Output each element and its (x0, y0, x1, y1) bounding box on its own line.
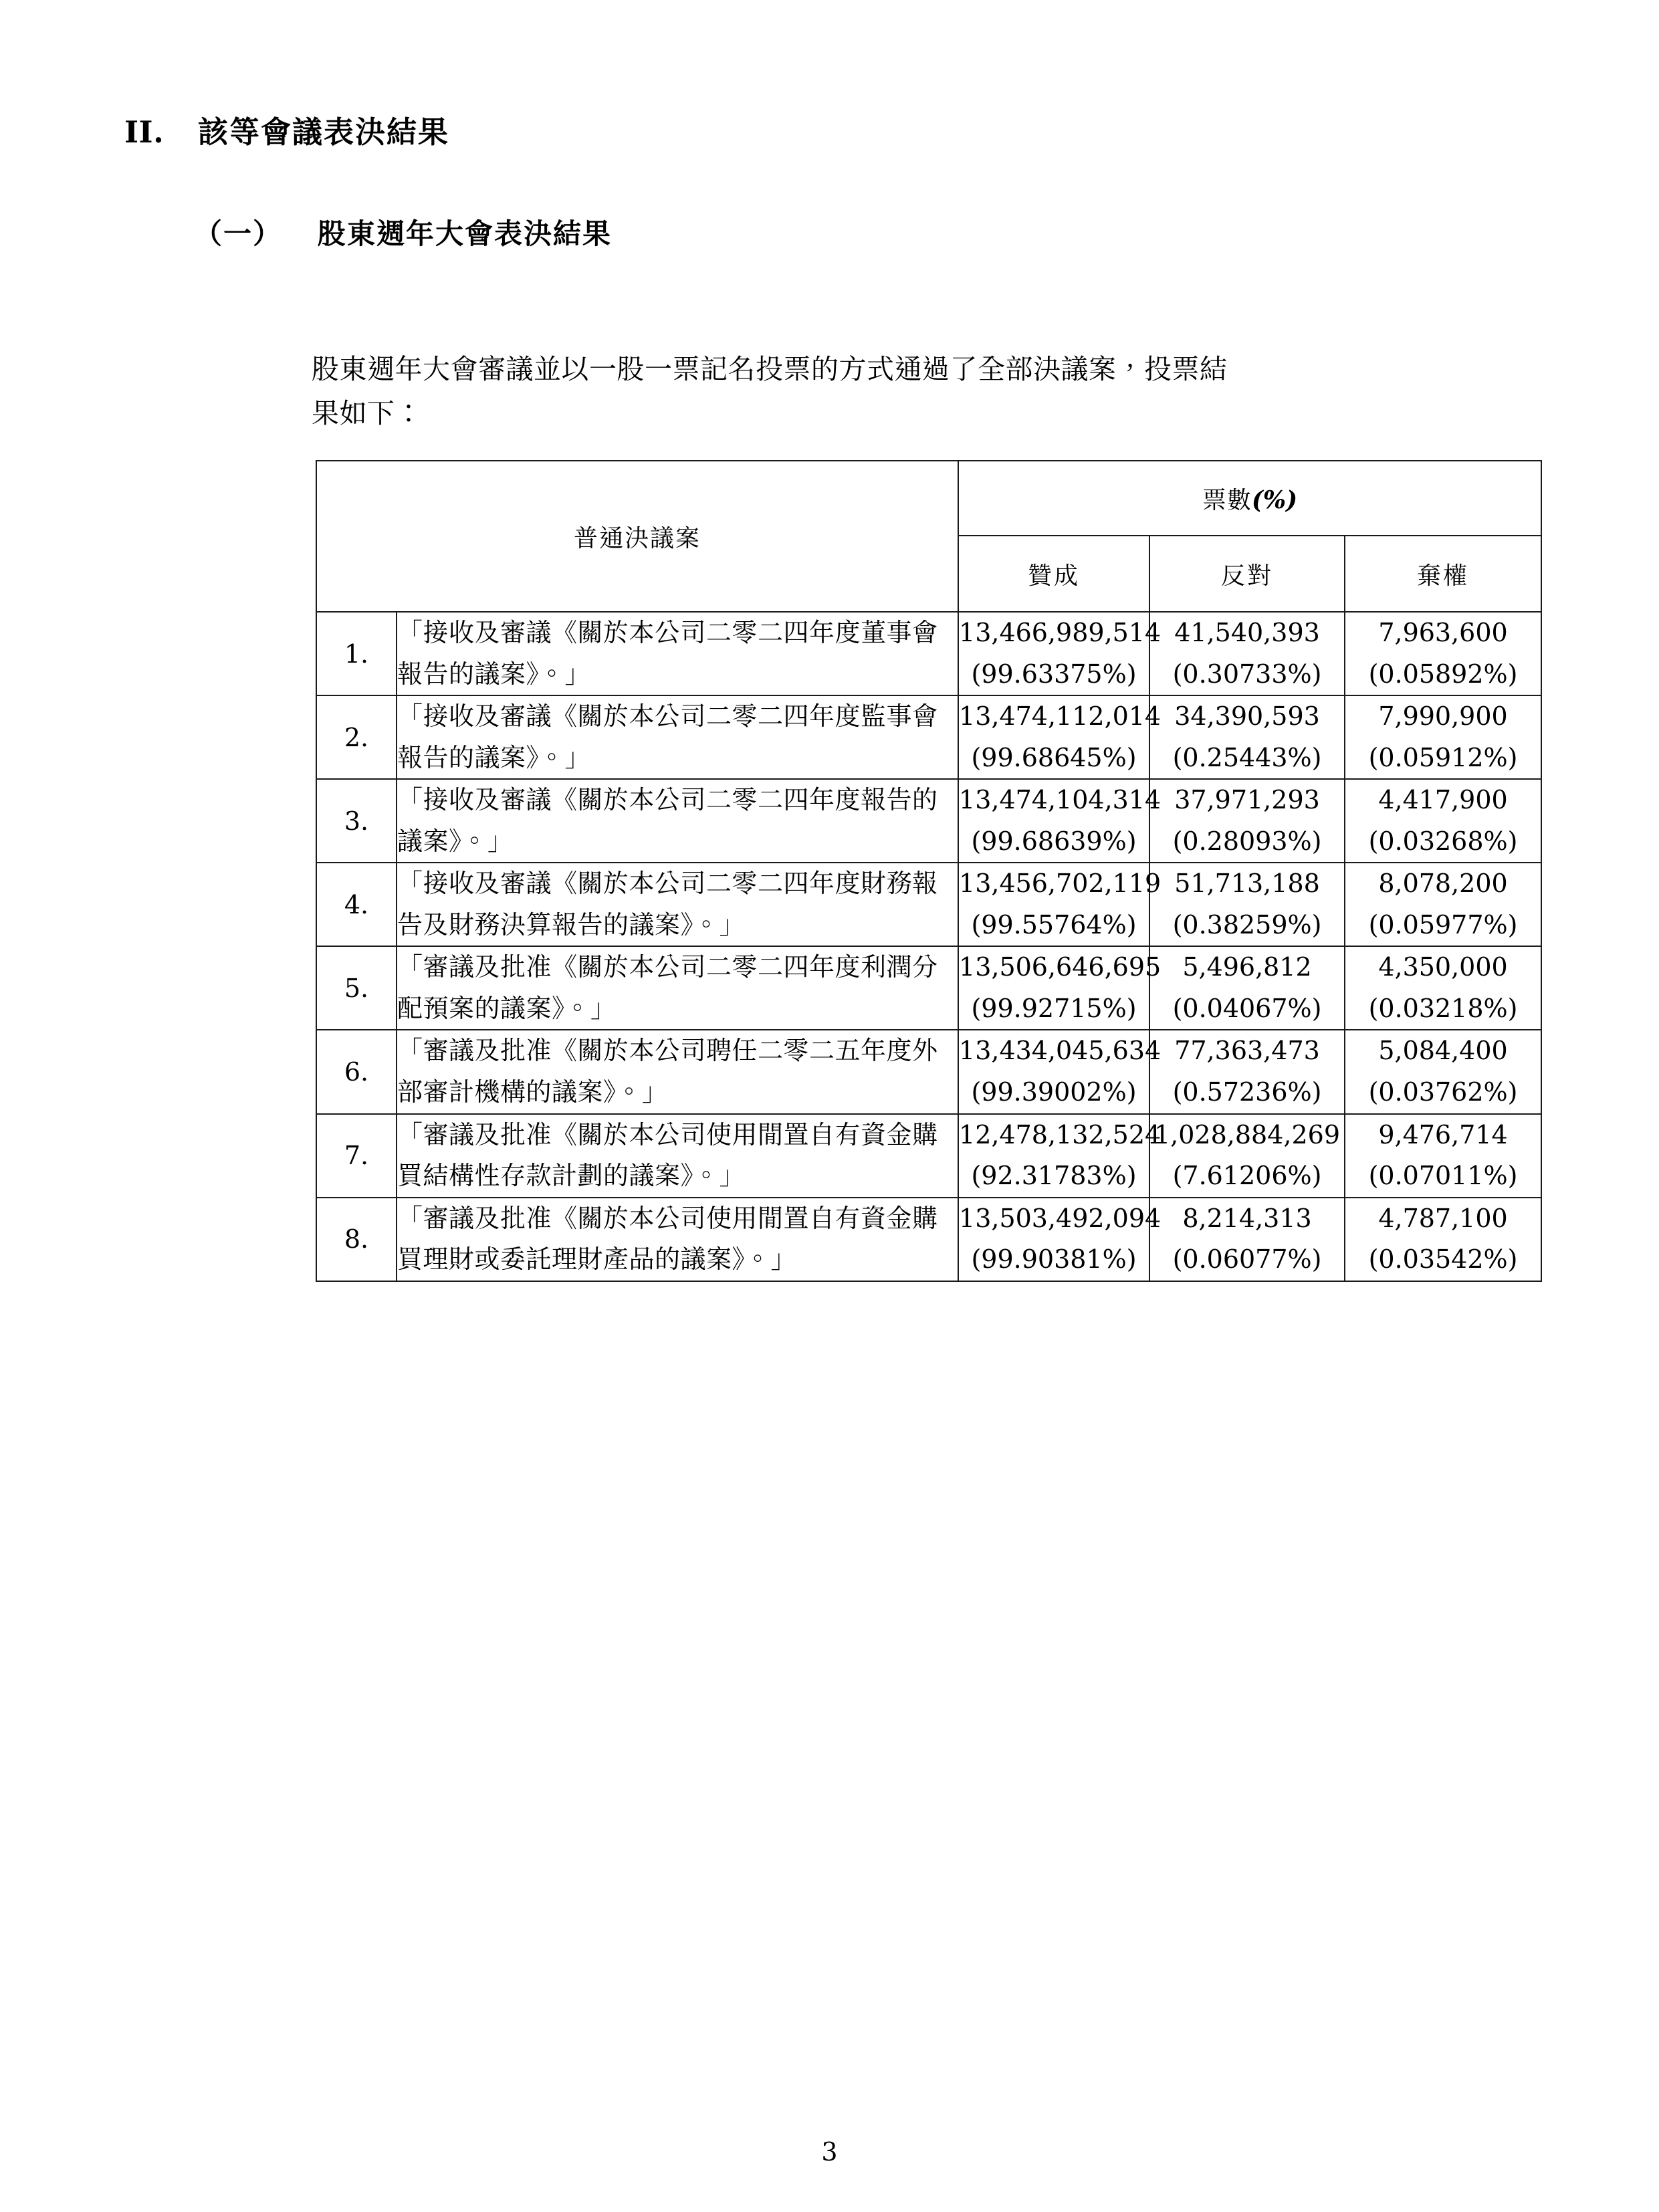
resolution-text: 「審議及批准《關於本公司使用閒置自有資金購買理財或委託理財產品的議案》。」 (397, 1198, 958, 1281)
table-row (316, 695, 1541, 779)
votes-for-percent: (99.68639%) (971, 826, 1137, 856)
column-header-votes-group (958, 461, 1541, 536)
subsection-heading (194, 215, 612, 253)
votes-abstain-percent: (0.05892%) (1368, 659, 1518, 689)
table-row (316, 1030, 1541, 1113)
row-number: 3. (316, 779, 397, 863)
table-row (316, 946, 1541, 1030)
table-head (316, 461, 1541, 612)
votes-against-cell (1149, 1030, 1345, 1113)
section-numeral: II. (124, 114, 164, 150)
votes-for-cell (958, 695, 1162, 779)
votes-abstain-count: 9,476,714 (1378, 1119, 1508, 1149)
subsection-title: 股東週年大會表決結果 (318, 217, 613, 250)
votes-against-count: 8,214,313 (1182, 1203, 1312, 1233)
votes-against-cell (1149, 946, 1345, 1030)
resolution-text: 「審議及批准《關於本公司二零二四年度利潤分配預案的議案》。」 (397, 946, 958, 1030)
votes-abstain-cell (1345, 863, 1541, 946)
votes-for-cell (958, 1198, 1162, 1281)
votes-abstain-cell (1345, 695, 1541, 779)
votes-abstain-cell (1345, 1030, 1541, 1113)
table-header-row-top (316, 461, 1541, 536)
column-header-abstain: 棄權 (1345, 536, 1541, 612)
votes-abstain-count: 7,990,900 (1378, 701, 1508, 732)
votes-against-percent: (0.38259%) (1172, 909, 1322, 939)
votes-abstain-count: 4,787,100 (1378, 1203, 1508, 1233)
row-number: 4. (316, 863, 397, 946)
votes-for-count: 13,474,104,314 (959, 785, 1162, 815)
votes-against-count: 51,713,188 (1174, 869, 1320, 899)
table-row (316, 863, 1541, 946)
votes-abstain-count: 5,084,400 (1378, 1036, 1508, 1066)
votes-abstain-percent: (0.03268%) (1368, 826, 1518, 856)
votes-for-cell (958, 946, 1162, 1030)
votes-for-percent: (99.63375%) (971, 659, 1137, 689)
votes-abstain-percent: (0.03218%) (1368, 993, 1518, 1023)
votes-against-percent: (0.30733%) (1172, 659, 1322, 689)
table-row (316, 1114, 1541, 1198)
votes-abstain-count: 7,963,600 (1378, 618, 1508, 647)
table-row (316, 612, 1541, 695)
column-header-proposal: 普通決議案 (316, 461, 958, 612)
table-body (316, 612, 1541, 1281)
votes-abstain-percent: (0.07011%) (1368, 1161, 1518, 1191)
votes-against-cell (1149, 863, 1345, 946)
votes-for-cell (958, 863, 1162, 946)
votes-group-label: 票數 (1202, 486, 1252, 514)
votes-abstain-cell (1345, 1114, 1541, 1198)
votes-abstain-percent: (0.05977%) (1368, 909, 1518, 939)
votes-against-percent: (0.06077%) (1172, 1244, 1322, 1275)
section-heading (124, 112, 449, 153)
votes-against-cell (1149, 1114, 1345, 1198)
votes-for-count: 13,466,989,514 (959, 618, 1162, 647)
table-row (316, 779, 1541, 863)
votes-for-count: 13,503,492,094 (959, 1203, 1162, 1233)
votes-against-count: 37,971,293 (1174, 785, 1320, 815)
votes-for-count: 13,434,045,634 (959, 1036, 1162, 1066)
votes-for-percent: (99.92715%) (971, 993, 1137, 1023)
votes-abstain-cell (1345, 1198, 1541, 1281)
subsection-label: （一） (194, 217, 283, 250)
votes-abstain-cell (1345, 946, 1541, 1030)
row-number: 8. (316, 1198, 397, 1281)
resolution-text: 「接收及審議《關於本公司二零二四年度報告的議案》。」 (397, 779, 958, 863)
resolution-text: 「審議及批准《關於本公司聘任二零二五年度外部審計機構的議案》。」 (397, 1030, 958, 1113)
votes-for-cell (958, 1030, 1162, 1113)
votes-for-cell (958, 612, 1162, 695)
column-header-against: 反對 (1149, 536, 1345, 612)
votes-against-count: 5,496,812 (1182, 952, 1312, 982)
resolution-text: 「審議及批准《關於本公司使用閒置自有資金購買結構性存款計劃的議案》。」 (397, 1114, 958, 1198)
votes-abstain-percent: (0.03542%) (1368, 1244, 1518, 1275)
page-number: 3 (821, 2137, 838, 2167)
votes-abstain-percent: (0.03762%) (1368, 1077, 1518, 1107)
resolution-text: 「接收及審議《關於本公司二零二四年度董事會報告的議案》。」 (397, 612, 958, 695)
votes-for-count: 13,506,646,695 (959, 952, 1162, 982)
votes-for-percent: (99.68645%) (971, 742, 1137, 772)
votes-for-percent: (99.55764%) (971, 909, 1137, 939)
row-number: 6. (316, 1030, 397, 1113)
votes-for-cell (958, 1114, 1162, 1198)
row-number: 2. (316, 695, 397, 779)
votes-against-count: 34,390,593 (1174, 701, 1320, 732)
votes-against-cell (1149, 779, 1345, 863)
votes-abstain-count: 4,350,000 (1378, 952, 1508, 982)
votes-against-percent: (0.25443%) (1172, 742, 1322, 772)
votes-for-percent: (92.31783%) (971, 1161, 1137, 1191)
votes-abstain-count: 8,078,200 (1378, 869, 1508, 899)
resolution-text: 「接收及審議《關於本公司二零二四年度監事會報告的議案》。」 (397, 695, 958, 779)
voting-results-table (316, 460, 1542, 1282)
votes-abstain-cell (1345, 779, 1541, 863)
votes-abstain-percent: (0.05912%) (1368, 742, 1518, 772)
votes-against-count: 77,363,473 (1174, 1036, 1320, 1066)
row-number: 7. (316, 1114, 397, 1198)
column-header-for: 贊成 (958, 536, 1149, 612)
votes-for-percent: (99.90381%) (971, 1244, 1137, 1275)
votes-against-percent: (0.04067%) (1172, 993, 1322, 1023)
votes-against-cell (1149, 612, 1345, 695)
votes-against-count: 41,540,393 (1174, 618, 1320, 647)
votes-against-cell (1149, 695, 1345, 779)
votes-group-percent-label: (%) (1251, 485, 1298, 514)
votes-for-cell (958, 779, 1162, 863)
votes-for-percent: (99.39002%) (971, 1077, 1137, 1107)
section-title: 該等會議表決結果 (198, 114, 450, 150)
votes-against-cell (1149, 1198, 1345, 1281)
voting-results-table-container (316, 460, 1541, 1282)
votes-against-count: 1,028,884,269 (1154, 1119, 1341, 1149)
resolution-text: 「接收及審議《關於本公司二零二四年度財務報告及財務決算報告的議案》。」 (397, 863, 958, 946)
row-number: 5. (316, 946, 397, 1030)
votes-against-percent: (0.28093%) (1172, 826, 1322, 856)
row-number: 1. (316, 612, 397, 695)
votes-for-count: 13,474,112,014 (959, 701, 1162, 732)
votes-against-percent: (0.57236%) (1172, 1077, 1322, 1107)
votes-abstain-cell (1345, 612, 1541, 695)
votes-against-percent: (7.61206%) (1172, 1161, 1322, 1191)
votes-abstain-count: 4,417,900 (1378, 785, 1508, 815)
votes-for-count: 12,478,132,524 (959, 1119, 1162, 1149)
table-row (316, 1198, 1541, 1281)
intro-paragraph: 股東週年大會審議並以一股一票記名投票的方式通過了全部決議案，投票結果如下： (312, 353, 1228, 430)
votes-for-count: 13,456,702,119 (959, 869, 1162, 899)
